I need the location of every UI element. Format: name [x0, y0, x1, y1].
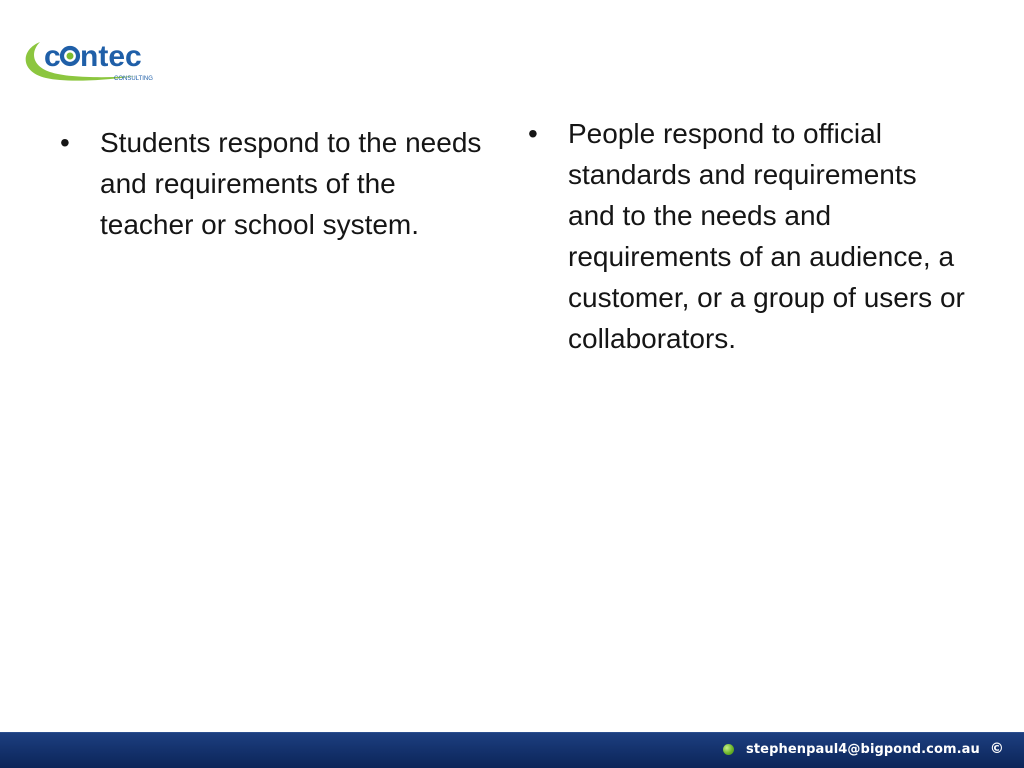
- bullet-icon: •: [528, 118, 538, 149]
- right-column: [528, 113, 968, 359]
- left-bullet-item: [60, 122, 490, 245]
- logo-subtext: CONSULTING: [114, 76, 153, 82]
- footer-contact: [723, 741, 1004, 757]
- bullet-icon: •: [60, 127, 70, 158]
- right-bullet-text: People respond to official standards and requirements and to the needs and requirements of an audience, a customer, or a group of users or collaborators.: [568, 118, 965, 354]
- contec-logo-graphic: [18, 30, 178, 90]
- logo-o-dot: [67, 53, 74, 60]
- footer-email: stephenpaul4@bigpond.com.au: [746, 741, 980, 757]
- copyright-icon: ©: [989, 741, 1004, 757]
- green-dot-icon: [723, 744, 734, 755]
- left-column: [60, 122, 490, 245]
- footer-bar: [0, 732, 1024, 768]
- logo-wordmark-start: c: [44, 40, 61, 73]
- left-bullet-text: Students respond to the needs and requirements of the teacher or school system.: [100, 127, 482, 240]
- contec-logo: [18, 30, 178, 90]
- logo-wordmark-end: ntec: [80, 40, 142, 73]
- right-bullet-item: [528, 113, 968, 359]
